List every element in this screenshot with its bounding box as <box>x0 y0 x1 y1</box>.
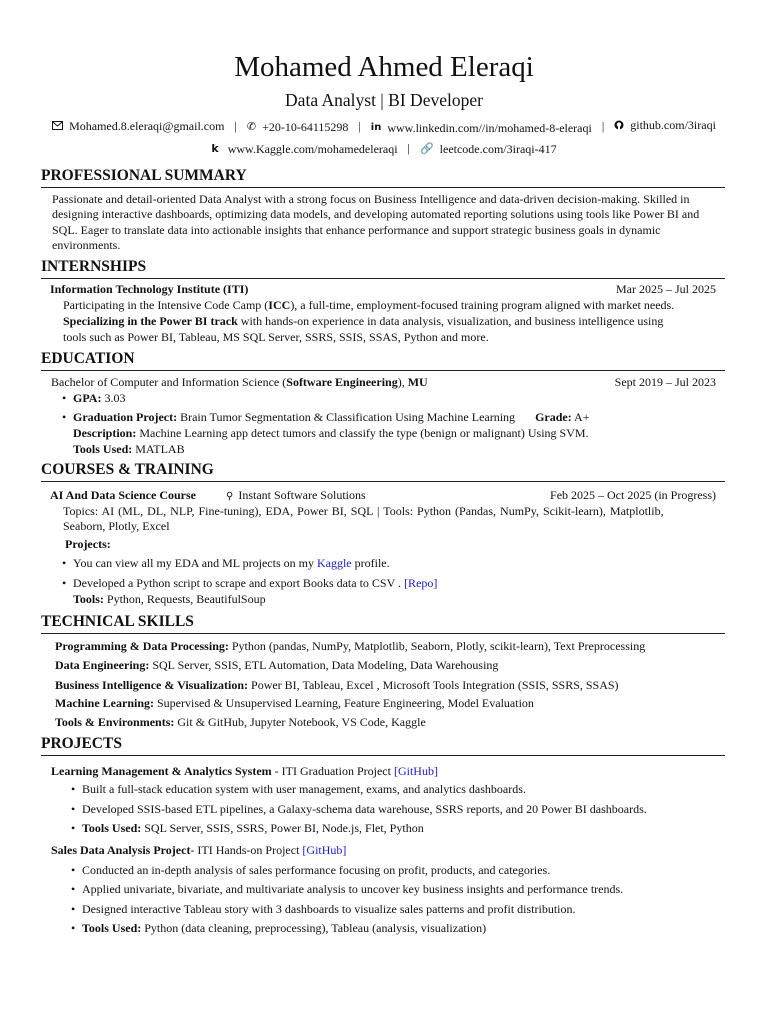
education-tools: Tools Used: MATLAB <box>73 442 185 456</box>
section-title-skills: TECHNICAL SKILLS <box>41 613 194 630</box>
mail-icon <box>52 121 63 130</box>
location-pin-icon: ⚲ <box>226 491 234 502</box>
course-provider: ⚲ Instant Software Solutions <box>226 488 366 502</box>
internship-line-3: tools such as Power BI, Tableau, MS SQL Server, SSRS, SSIS, SSAS, Python and more. <box>63 330 489 344</box>
leetcode-text: leetcode.com/3iraqi-417 <box>439 142 557 156</box>
section-title-courses: COURSES & TRAINING <box>41 461 214 478</box>
candidate-name: Mohamed Ahmed Eleraqi <box>234 51 534 83</box>
education-degree: Bachelor of Computer and Information Science (Software Engineering), MU <box>51 375 428 389</box>
link-icon: 🔗 <box>419 142 434 155</box>
skill-row: Machine Learning: Supervised & Unsupervised Learning, Feature Engineering, Model Evaluation <box>55 696 534 710</box>
section-title-projects: PROJECTS <box>41 735 122 752</box>
section-divider <box>41 370 725 371</box>
section-title-summary: PROFESSIONAL SUMMARY <box>41 167 247 184</box>
phone-icon: ✆ <box>246 120 257 133</box>
skill-row: Tools & Environments: Git & GitHub, Jupyter Notebook, VS Code, Kaggle <box>55 715 426 729</box>
course-topics-2: Seaborn, Plotly, Excel <box>63 519 170 533</box>
separator: | <box>234 119 237 133</box>
project-1-title: Learning Management & Analytics System - ITI Graduation Project [GitHub] <box>51 764 438 778</box>
skill-row: Programming & Data Processing: Python (pandas, NumPy, Matplotlib, Seaborn, Plotly, scikit-learn), Text Preprocessing <box>55 639 646 653</box>
section-divider <box>41 755 725 756</box>
kaggle-profile-link[interactable]: Kaggle <box>316 556 352 570</box>
contact-line-2 <box>0 140 768 157</box>
project-1-bullet: • Developed SSIS-based ETL pipelines, a Galaxy-schema data warehouse, SSRS reports, and 20 Power BI dashboards. <box>82 802 647 818</box>
course-name: AI And Data Science Course <box>50 488 196 502</box>
education-gpa: • GPA: 3.03 <box>73 391 125 407</box>
project-2-bullet: • Applied univariate, bivariate, and multivariate analysis to uncover key business insights and performance trends. <box>82 882 623 898</box>
section-title-internships: INTERNSHIPS <box>41 258 147 275</box>
section-divider <box>41 187 725 188</box>
project-2-title: Sales Data Analysis Project- ITI Hands-on Project [GitHub] <box>51 843 347 857</box>
section-title-education: EDUCATION <box>41 350 135 367</box>
separator: | <box>358 119 361 133</box>
internship-line-2: Specializing in the Power BI track with hands-on experience in data analysis, visualization, and business intelligence using <box>63 314 664 328</box>
linkedin-icon: in <box>370 122 382 133</box>
contact-line-1 <box>0 117 768 136</box>
phone-text: +20-10-64115298 <box>262 120 349 134</box>
course-project-2: • Developed a Python script to scrape and export Books data to CSV . [Repo] <box>73 576 437 592</box>
internship-org: Information Technology Institute (ITI) <box>50 282 249 296</box>
separator: | <box>407 141 410 155</box>
phone-link[interactable] <box>247 119 349 135</box>
course-project-1: • You can view all my EDA and ML projects on my Kaggle profile. <box>73 556 390 572</box>
section-divider <box>41 278 725 279</box>
github-text: github.com/3iraqi <box>630 118 716 132</box>
linkedin-text: www.linkedin.com//in/mohamed-8-eleraqi <box>387 121 592 135</box>
skill-row: Data Engineering: SQL Server, SSIS, ETL Automation, Data Modeling, Data Warehousing <box>55 658 499 672</box>
email-link[interactable] <box>52 118 224 134</box>
email-text: Mohamed.8.eleraqi@gmail.com <box>69 118 225 133</box>
course-tools: Tools: Python, Requests, BeautifulSoup <box>73 592 266 606</box>
course-dates: Feb 2025 – Oct 2025 (in Progress) <box>550 488 716 502</box>
project-1-bullet: • Built a full-stack education system with user management, exams, and analytics dashboards. <box>82 782 526 798</box>
github-link-project-2[interactable]: [GitHub] <box>302 843 347 857</box>
job-title: Data Analyst | BI Developer <box>285 90 483 110</box>
course-projects-label: Projects: <box>65 537 111 551</box>
kaggle-link[interactable] <box>211 141 397 157</box>
skill-row: Business Intelligence & Visualization: Power BI, Tableau, Excel , Microsoft Tools Integration (SSIS, SSRS, SSAS) <box>55 678 619 692</box>
kaggle-icon: k <box>211 142 219 155</box>
project-2-tools: • Tools Used: Python (data cleaning, preprocessing), Tableau (analysis, visualization) <box>82 921 486 937</box>
project-2-bullet: • Designed interactive Tableau story with 3 dashboards to visualize sales patterns and profit distribution. <box>82 902 576 918</box>
internship-line-1: Participating in the Intensive Code Camp (ICC), a full-time, employment-focused training program aligned with market needs. <box>63 298 675 312</box>
course-topics-1: Topics: AI (ML, DL, NLP, Fine-tuning), EDA, Power BI, SQL | Tools: Python (Pandas, NumPy, Scikit-learn), Matplotlib, <box>63 504 664 518</box>
summary-text: Passionate and detail-oriented Data Analyst with a strong focus on Business Intelligence and data-driven decision-making. Skilled in designing interactive dashboards, optimizing data models, and developing automated reporting solutions using tools like Power BI and SQL. Eager to translate data into actionable insights that enhance performance and support strategic business goals in dynamic environments. <box>52 192 700 252</box>
github-icon <box>614 120 624 130</box>
project-2-bullet: • Conducted an in-depth analysis of sales performance focusing on profit, products, and categories. <box>82 863 550 879</box>
github-link-project-1[interactable]: [GitHub] <box>393 764 438 778</box>
leetcode-link[interactable] <box>420 141 557 157</box>
repo-link[interactable]: [Repo] <box>404 576 438 590</box>
section-divider <box>41 633 725 634</box>
separator: | <box>601 119 605 133</box>
kaggle-text: www.Kaggle.com/mohamedeleraqi <box>227 142 398 156</box>
linkedin-link[interactable] <box>371 120 592 136</box>
internship-dates: Mar 2025 – Jul 2025 <box>616 282 716 296</box>
github-link[interactable] <box>614 117 716 133</box>
section-divider <box>41 481 725 482</box>
project-1-tools: • Tools Used: SQL Server, SSIS, SSRS, Power BI, Node.js, Flet, Python <box>82 821 424 837</box>
education-dates: Sept 2019 – Jul 2023 <box>614 375 716 389</box>
education-description: Description: Machine Learning app detect tumors and classify the type (benign or malignant) Using SVM. <box>73 426 589 440</box>
education-project: • Graduation Project: Brain Tumor Segmentation & Classification Using Machine Learning Grade: A+ <box>73 410 590 426</box>
